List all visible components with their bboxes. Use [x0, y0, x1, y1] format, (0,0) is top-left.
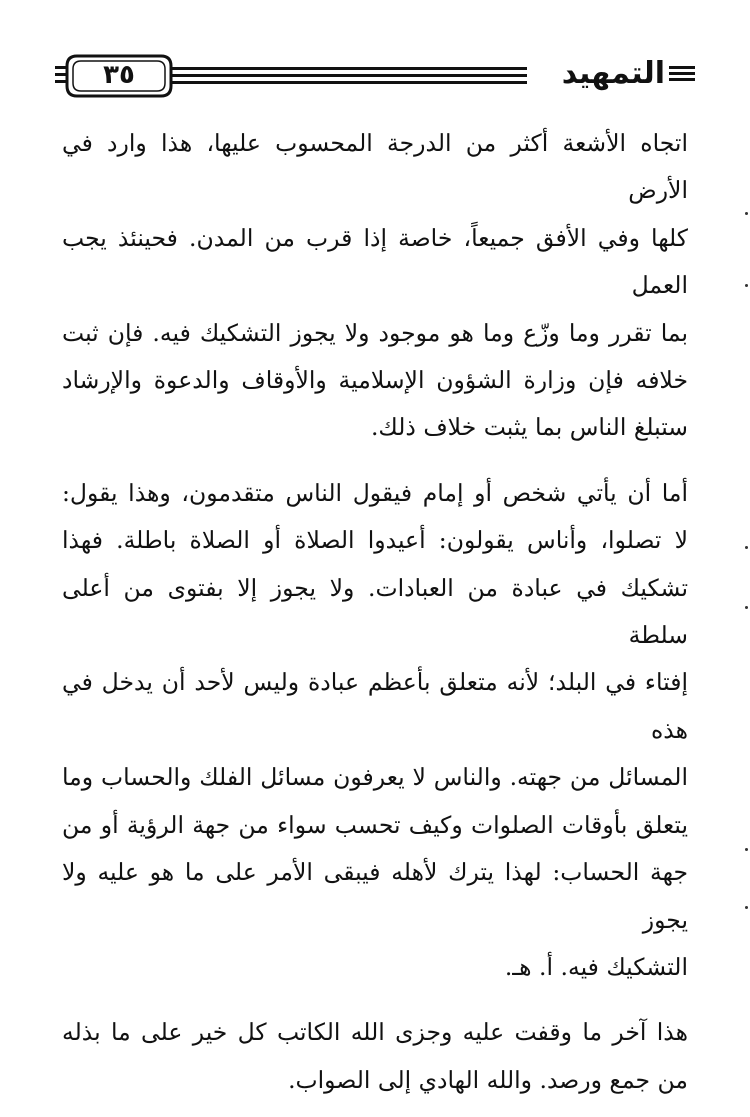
running-title: التمهيد	[561, 56, 665, 91]
paragraph-1	[62, 120, 688, 452]
scan-speck	[745, 848, 748, 851]
text-line: من جمع ورصد. والله الهادي إلى الصواب.	[288, 1065, 688, 1094]
text-line: كلها وفي الأفق جميعاً، خاصة إذا قرب من المدن. فحينئذ يجب العمل	[62, 223, 688, 300]
text-line: هذا آخر ما وقفت عليه وجزى الله الكاتب كل خير على ما بذله	[62, 1018, 688, 1047]
text-line: إفتاء في البلد؛ لأنه متعلق بأعظم عبادة وليس لأحد أن يدخل في هذه	[62, 668, 688, 744]
scan-speck	[745, 606, 748, 609]
scan-speck	[745, 284, 748, 287]
body-text	[62, 120, 688, 1104]
text-line: تشكيك في عبادة من العبادات. ولا يجوز إلا بفتوى من أعلى سلطة	[62, 573, 688, 650]
scan-speck	[745, 212, 748, 215]
paragraph-2	[62, 470, 688, 991]
page-number: ٣٥	[103, 60, 135, 90]
text-line: لا تصلوا، وأناس يقولون: أعيدوا الصلاة أو الصلاة باطلة. فهذا	[62, 526, 688, 555]
text-line: ستبلغ الناس بما يثبت خلاف ذلك.	[370, 413, 688, 442]
text-line: اتجاه الأشعة أكثر من الدرجة المحسوب عليها، هذا وارد في الأرض	[62, 129, 688, 205]
scan-speck	[745, 546, 748, 549]
text-line: بما تقرر وما وزّع وما هو موجود ولا يجوز التشكيك فيه. فإن ثبت	[62, 318, 688, 347]
text-line: جهة الحساب: لهذا يترك لأهله فيبقى الأمر على ما هو عليه ولا يجوز	[62, 858, 688, 934]
title-bars-ornament	[669, 66, 695, 84]
text-line: المسائل من جهته. والناس لا يعرفون مسائل الفلك والحساب وما	[62, 763, 688, 792]
text-line: خلافه فإن وزارة الشؤون الإسلامية والأوقاف والدعوة والإرشاد	[62, 366, 688, 395]
paragraph-3	[62, 1009, 688, 1104]
scan-speck	[745, 906, 748, 909]
text-line: يتعلق بأوقات الصلوات وكيف تحسب سواء من جهة الرؤية أو من	[62, 810, 688, 839]
text-line: أما أن يأتي شخص أو إمام فيقول الناس متقدمون، وهذا يقول:	[62, 478, 688, 507]
page-header	[55, 50, 695, 102]
text-line: التشكيك فيه. أ. هـ.	[504, 952, 688, 981]
